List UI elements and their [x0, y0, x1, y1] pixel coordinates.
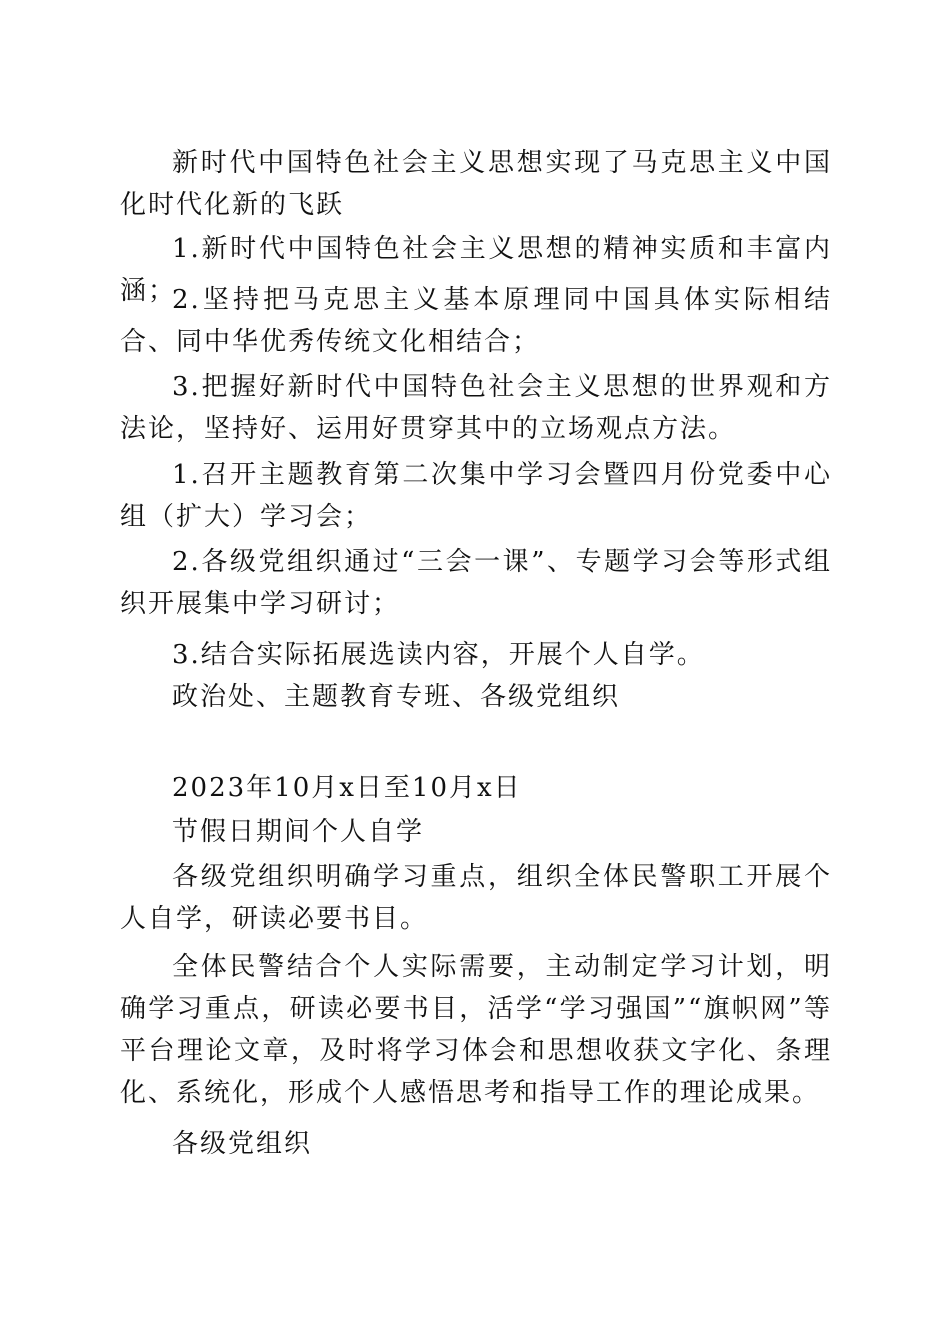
paragraph-item-1: 1.新时代中国特色社会主义思想的精神实质和丰富内涵； [120, 234, 832, 306]
paragraph-method-3: 3.结合实际拓展选读内容，开展个人自学。 [172, 640, 705, 670]
paragraph-plan: 全体民警结合个人实际需要，主动制定学习计划，明确学习重点，研读必要书目，活学“学习强国”“旗帜网”等平台理论文章，及时将学习体会和思想收获文字化、条理化、系统化，形成个人感悟思考和指导工作的理论成果。 [120, 952, 832, 1108]
paragraph-method-2: 2.各级党组织通过“三会一课”、专题学习会等形式组织开展集中学习研讨； [120, 547, 832, 619]
paragraph-method-1: 1.召开主题教育第二次集中学习会暨四月份党委中心组（扩大）学习会； [120, 460, 832, 532]
paragraph-date: 2023年10月x日至10月x日 [172, 773, 522, 803]
paragraph-responsible: 政治处、主题教育专班、各级党组织 [172, 682, 621, 712]
paragraph-requirement: 各级党组织明确学习重点，组织全体民警职工开展个人自学，研读必要书目。 [120, 862, 832, 934]
paragraph-party-org: 各级党组织 [172, 1129, 313, 1159]
paragraph-heading: 新时代中国特色社会主义思想实现了马克思主义中国化时代化新的飞跃 [120, 148, 832, 220]
paragraph-holiday: 节假日期间个人自学 [172, 817, 425, 847]
paragraph-item-2: 2.坚持把马克思主义基本原理同中国具体实际相结合、同中华优秀传统文化相结合； [120, 285, 832, 357]
paragraph-item-3: 3.把握好新时代中国特色社会主义思想的世界观和方法论，坚持好、运用好贯穿其中的立场观点方法。 [120, 372, 832, 444]
